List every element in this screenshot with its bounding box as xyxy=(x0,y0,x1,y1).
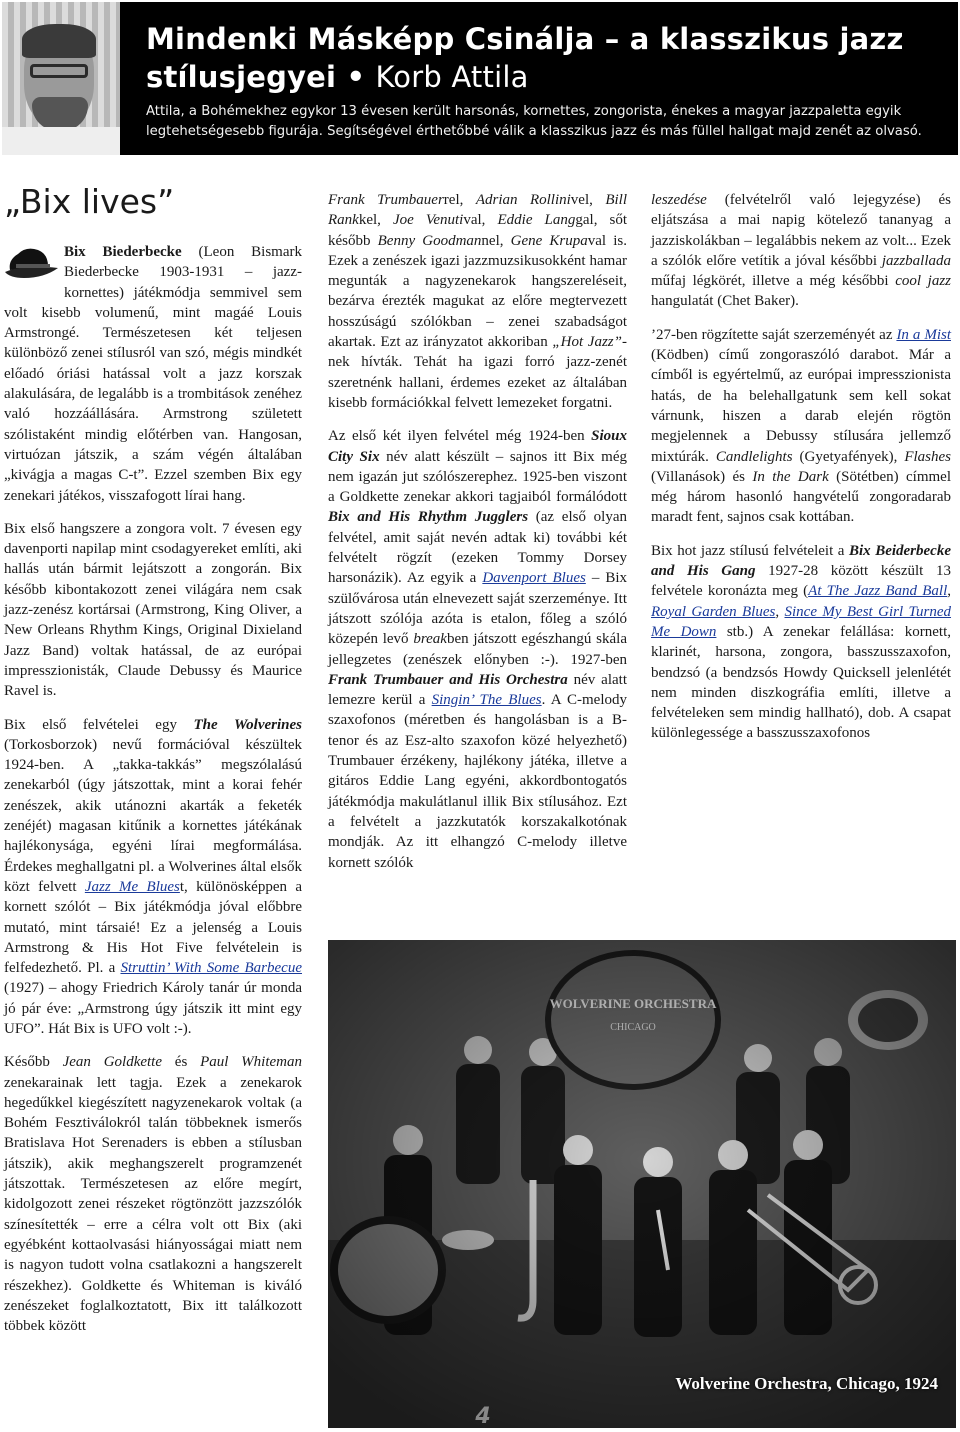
hat-icon xyxy=(4,242,60,284)
text-run: – Bix szülővárosa után elnevezett saját szerzeménye. Itt játszott szólója azóta is etalon, főleg a szóló közepén levő xyxy=(328,570,627,648)
article-title: „Bix lives” xyxy=(4,182,175,221)
text-run: (Ködben) című zongoraszóló darabot. Már a címből is egyértelmű, az európai impresszionista hatás, de ha belehallgatunk sem kell sokat várnunk, hiszen a darab elején rögtön megjelennek a Debussy stílusára jellemző mixtúrák. xyxy=(651,347,951,465)
paragraph-gang xyxy=(651,541,951,744)
text-run: , xyxy=(947,583,951,600)
paragraph-mist xyxy=(651,325,951,528)
text-run: val, xyxy=(463,212,498,229)
person-name: Jean Goldkette xyxy=(62,1054,163,1071)
person-name: Benny Goodman xyxy=(377,232,482,249)
paragraph-later-cont xyxy=(328,190,627,413)
paragraph-intro xyxy=(4,242,302,506)
portrait-beard xyxy=(32,97,88,131)
person-name: Eddie Lang xyxy=(497,212,576,229)
style-term: „Hot Jazz” xyxy=(552,334,622,351)
photo-caption: Wolverine Orchestra, Chicago, 1924 xyxy=(675,1374,938,1393)
photo-illustration xyxy=(328,940,956,1428)
text-run: . A C-melody szaxofonos (méretben és hangolásban is a B-tenor és az Esz-alto szaxofon közé helyezhető) Trumbauer érzékeny, hajlékony játéka, illetve a gitáros Eddie Lang egyéni, akkordbontogatós játékmódja makulátlanul illik Bix stílusához. Ezt a felvételt a jazzkutatók korszakalkotónak mondják. Az itt elhangzó C-melody illetve kornett szólók xyxy=(328,692,627,871)
text-run: kel, xyxy=(358,212,393,229)
band-name: The Wolverines xyxy=(193,716,302,733)
text-run: (Sötétben) címmel még három hasonló hangvételű zongoradarab maradt fent, sajnos csak kottában. xyxy=(651,468,951,526)
author-portrait xyxy=(2,2,120,155)
text-run: név alatt készült – sajnos itt Bix még nem igazán jut szólószerephez. 1925-ben viszont a Goldkette zenekar akkori tagjaiból formálódott xyxy=(328,448,627,506)
text-run: zenekarainak lett tagja. Ezek a zenekarok hegedűkkel kiegészített nagyzenekarok voltak (a Bohém Fesztiválokról talán többeknek ismerős Bratislava Hot Serenaders is ebben a stílusban játszik), akik meghangszerelt programzenét játszottak. Természetesen az előre megírt, kidolgozott zenei részeket rögtönzött jazzszólók színesítették – erre a célra volt ott Bix (aki egyébként kottaolvasási hiányosságai miatt nem is nagyon tudott volna csatlakozni a hangszerelt részekhez). Goldkette és Whiteman is kiváló zenészeket foglalkoztatott, Bix itt találkozott többek között xyxy=(4,1074,302,1335)
header-subtitle: Attila, a Bohémekhez egykor 13 évesen került harsonás, kornettes, zongorista, énekes a magyar jazzpaletta egyik legtehetségesebb figurája. Segítségével érthetőbbé válik a klasszikus jazz és más füllel hallgat majd zenét az olvasó. xyxy=(146,104,922,139)
text-run: Bix hot jazz stílusú felvételeit a xyxy=(651,542,849,559)
author-name: Korb Attila xyxy=(375,60,529,94)
portrait-hair xyxy=(22,24,96,58)
band-photo xyxy=(328,940,956,1428)
person-name: Adrian Rollini xyxy=(475,192,571,208)
link-in-a-mist[interactable]: In a Mist xyxy=(896,326,951,343)
link-singin-the-blues[interactable]: Singin’ The Blues xyxy=(431,692,542,709)
text-run: név alatt lemezre kerül a xyxy=(328,671,627,709)
text-run: hangulatát (Chet Baker). xyxy=(651,293,799,310)
paragraph-sioux-cont xyxy=(651,190,951,312)
header-title xyxy=(146,20,944,96)
series-title: Mindenki Másképp Csinálja – a klasszikus jazz stílusjegyei • xyxy=(146,22,904,94)
music-term: break xyxy=(413,631,447,648)
intro-text: (Leon Bismark Biederbecke 1903-1931 – jazz-kornettes) játékmódja semmivel sem volt kisebb volumenű, mint magáé Louis Armstrongé. Természetesen két teljesen különböző zenei stílusról van szó, mégis mindkét előadó óriási hatással volt a jazz korszak alakulására, de legalább is a trombitások zenéhez való hozzáállására. Armstrong született szólistaként mindig előtérben van. Hangosan, virtuózan játszik, a szám végén általában „kivágja a magas C-t”. Ezzel szemben Bix egy zenekari játékos, visszafogott lírai hang. xyxy=(4,244,302,504)
text-run: Az első két ilyen felvétel még 1924-ben xyxy=(328,428,592,445)
text-run: (Gyetyafények), xyxy=(792,448,905,465)
person-name: Bill Rank xyxy=(328,192,628,229)
text-run: Bix első felvételei egy xyxy=(4,716,194,733)
person-name: Paul Whiteman xyxy=(200,1054,303,1071)
band-name: Bix Beiderbecke and His Gang xyxy=(651,542,951,580)
portrait-shirt xyxy=(2,127,120,155)
intro-name: Bix Biederbecke xyxy=(64,244,182,260)
paragraph-sioux xyxy=(328,426,627,873)
link-since-my-best-girl[interactable]: Since My Best Girl Turned Me Down xyxy=(651,603,952,640)
link-struttin[interactable]: Struttin’ With Some Barbecue xyxy=(120,960,302,977)
link-jazz-me-blues[interactable]: Jazz Me Blues xyxy=(84,878,180,895)
person-name: Joe Venuti xyxy=(392,212,464,229)
page-number: 4 xyxy=(475,1404,491,1429)
text-run: rel, xyxy=(443,192,476,208)
piece-title: Flashes xyxy=(904,448,952,465)
text-run: Később xyxy=(4,1054,63,1071)
band-name: Bix and His Rhythm Jugglers xyxy=(328,509,529,526)
text-run: -nek hívták. Tehát ha igazi forró jazz-zenét szeretnénk hallani, érdemes ezeket az általában kisebb formációkkal felvett lemezeket forgatni. xyxy=(328,334,627,411)
link-davenport-blues[interactable]: Davenport Blues xyxy=(482,570,586,587)
header-banner xyxy=(2,2,958,155)
piece-title: In the Dark xyxy=(752,468,829,485)
text-run: vel, xyxy=(570,192,606,208)
column-3 xyxy=(651,190,951,757)
text-run: 1927-28 között készült 13 felvétele koronázta meg ( xyxy=(651,563,951,600)
paragraph-later xyxy=(4,1052,302,1336)
person-name: Frank Trumbauer xyxy=(328,192,444,208)
text-run: , xyxy=(775,603,785,620)
text-run: ’27-ben rögzítette saját szerzeményét az xyxy=(651,326,897,343)
link-royal-garden-blues[interactable]: Royal Garden Blues xyxy=(651,603,776,620)
column-1 xyxy=(4,180,302,1349)
music-term: jazzballada xyxy=(881,252,951,269)
text-run: stb.) A zenekar felállása: kornett, klarinét, harsona, zongora, basszusszaxofon, bendzsó (a bendzsós Howdy Quicksell jelenlétét nem minden diszkográfia említi, illetve a felvételeken sem mindig hallható), dob. A csapat különlegessége a basszusszaxofonos xyxy=(651,623,951,742)
text-run: műfaj légkörét, illetve a még későbbi xyxy=(651,273,896,290)
text-run: (az első olyan felvétel, amit saját nevén adtak ki) további két felvételt rögzít (ezeken Tommy Dorsey harsonázik). Az egyik a xyxy=(328,509,627,587)
text-run: nel, xyxy=(481,232,511,249)
text-run: (Villanások) és xyxy=(651,468,753,485)
text-run: gal, sőt később xyxy=(328,212,628,249)
band-name: Frank Trumbauer and His Orchestra xyxy=(328,671,568,688)
portrait-glasses xyxy=(30,64,88,78)
person-name: Gene Krupa xyxy=(510,232,588,249)
music-term: cool jazz xyxy=(895,273,952,290)
band-name: Sioux City Six xyxy=(328,428,627,465)
link-jazz-band-ball[interactable]: At The Jazz Band Ball xyxy=(808,583,948,600)
paragraph-wolverines xyxy=(4,715,302,1040)
text-run: (Torkosborzok) nevű formációval készültek 1924-ben. A „takka-takkás” megszólalású zenekarból (úgy játszottak, mint a korai fehér zenészek, akik utánozni akarták a feketék zenéjét) magasan kitűnik a kornettes játékának hajlékonysága, egyéni lírai megformálása. Érdekes meghallgatni pl. a Wolverines által elsők közt felvett xyxy=(4,736,302,895)
text-run: és xyxy=(162,1054,201,1071)
paragraph-first-instrument: Bix első hangszere a zongora volt. 7 évesen egy davenporti napilap mint csodagyereket említi, aki hallás után bármit lejátszott a zongorán. Bix később kibontakozott zenei világára nem csak jazz-zenész kortársai (Armstrong, King Oliver, a New Orleans Rhythm Kings, Original Dixieland Jazz Band) voltak hatással, de az európai impresszionisták, Claude Debussy és Maurice Ravel is. xyxy=(4,520,302,700)
header-text xyxy=(120,2,958,155)
text-run: (1927) – ahogy Friedrich Károly tanár úr monda jó pár éve: „Armstrong úgy játszik itt mint egy UFO”. Hát Bix is UFO volt :-). xyxy=(4,980,302,1037)
text-run: t, különösképpen a kornett szólót – Bix játékmódja jóval előbbre mutató, mint társaié! Ez a jelenség a Louis Armstrong & His Hot Five felvételein is felfedezhető. Pl. a xyxy=(4,878,302,977)
music-term: leszedése xyxy=(651,192,707,208)
text-run: val is. Ezek a zenészek igazi jazzmuzsikusokként hamar megunták a nagyzenekarok hangszereléseit, bezárva érezték magukat az előre megtervezett hosszúságú szólókban – zenei szabadságot akartak. Ezt az irányzatot akkoriban xyxy=(328,232,627,351)
text-run: (felvételről való lejegyzése) és eljátszása a mai napig kötelező tananyag a jazziskolákban – legalábbis nekem az volt... Ezek a szólók előre vetítik a jóval későbbi xyxy=(651,192,951,269)
column-2 xyxy=(328,190,627,886)
piece-title: Candlelights xyxy=(715,448,793,465)
text-run: ben játszott egészhangú skála jellegzetes (zenészek előnyben :-). 1927-ben xyxy=(328,631,627,668)
